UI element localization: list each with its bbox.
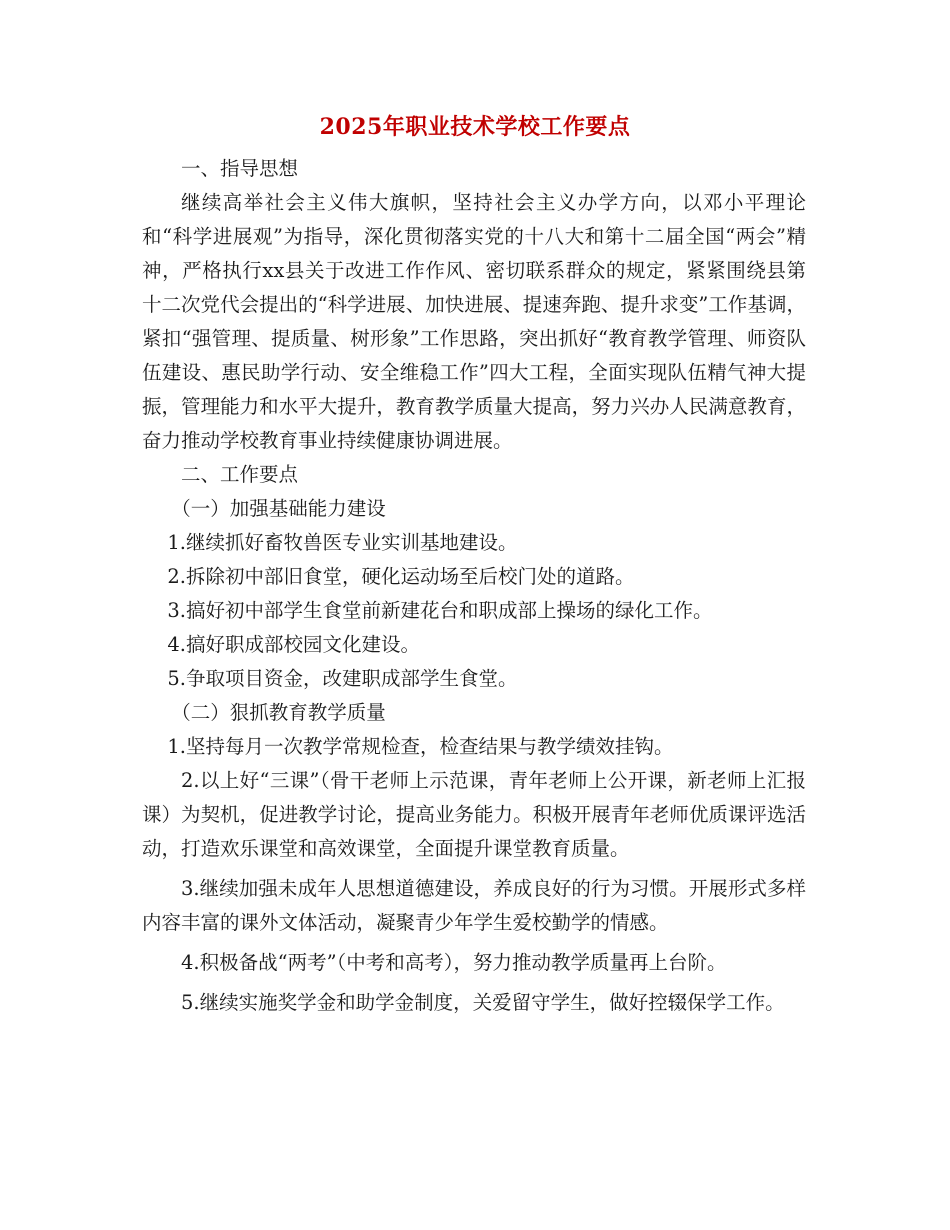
list-item: 2.拆除初中部旧食堂，硬化运动场至后校门处的道路。: [167, 565, 635, 588]
list-item: 1.继续抓好畜牧兽医专业实训基地建设。: [167, 531, 518, 554]
document-body: [142, 152, 806, 1020]
list-item: 4.积极备战“两考”（中考和高考），努力推动教学质量再上台阶。: [181, 951, 727, 974]
list-item: 4.搞好职成部校园文化建设。: [167, 633, 420, 656]
paragraph-guiding-ideology: 继续高举社会主义伟大旗帜，坚持社会主义办学方向，以邓小平理论和“科学进展观”为指导，深化贯彻落实党的十八大和第十二届全国“两会”精神，严格执行xx县关于改进工作作风、密切联系群众的规定，紧紧围绕县第十二次党代会提出的“科学进展、加快进展、提速奔跑、提升求变”工作基调，紧扣“强管理、提质量、树形象”工作思路，突出抓好“教育教学管理、师资队伍建设、惠民助学行动、安全维稳工作”四大工程，全面实现队伍精气神大提振，管理能力和水平大提升，教育教学质量大提高，努力兴办人民满意教育，奋力推动学校教育事业持续健康协调进展。: [142, 191, 806, 452]
list-item: 5.争取项目资金，改建职成部学生食堂。: [167, 667, 518, 690]
list-item: 3.继续加强未成年人思想道德建设，养成良好的行为习惯。开展形式多样内容丰富的课外文体活动，凝聚青少年学生爱校勤学的情感。: [142, 877, 806, 934]
section-heading-guiding-ideology: 一、指导思想: [181, 157, 299, 180]
list-item: 3.搞好初中部学生食堂前新建花台和职成部上操场的绿化工作。: [167, 599, 713, 622]
list-item: 2.以上好“三课”（骨干老师上示范课，青年老师上公开课，新老师上汇报课）为契机，促进教学讨论，提高业务能力。积极开展青年老师优质课评选活动，打造欢乐课堂和高效课堂，全面提升课堂教育质量。: [142, 769, 806, 860]
list-item: 5.继续实施奖学金和助学金制度，关爱留守学生，做好控辍保学工作。: [181, 991, 785, 1014]
document-title: 2025年职业技术学校工作要点: [319, 114, 631, 140]
subsection-heading-infrastructure: （一）加强基础能力建设: [171, 497, 386, 520]
subsection-heading-teaching-quality: （二）狠抓教育教学质量: [171, 701, 386, 724]
list-item: 1.坚持每月一次教学常规检查，检查结果与教学绩效挂钩。: [167, 735, 674, 758]
section-heading-work-points: 二、工作要点: [181, 463, 299, 486]
